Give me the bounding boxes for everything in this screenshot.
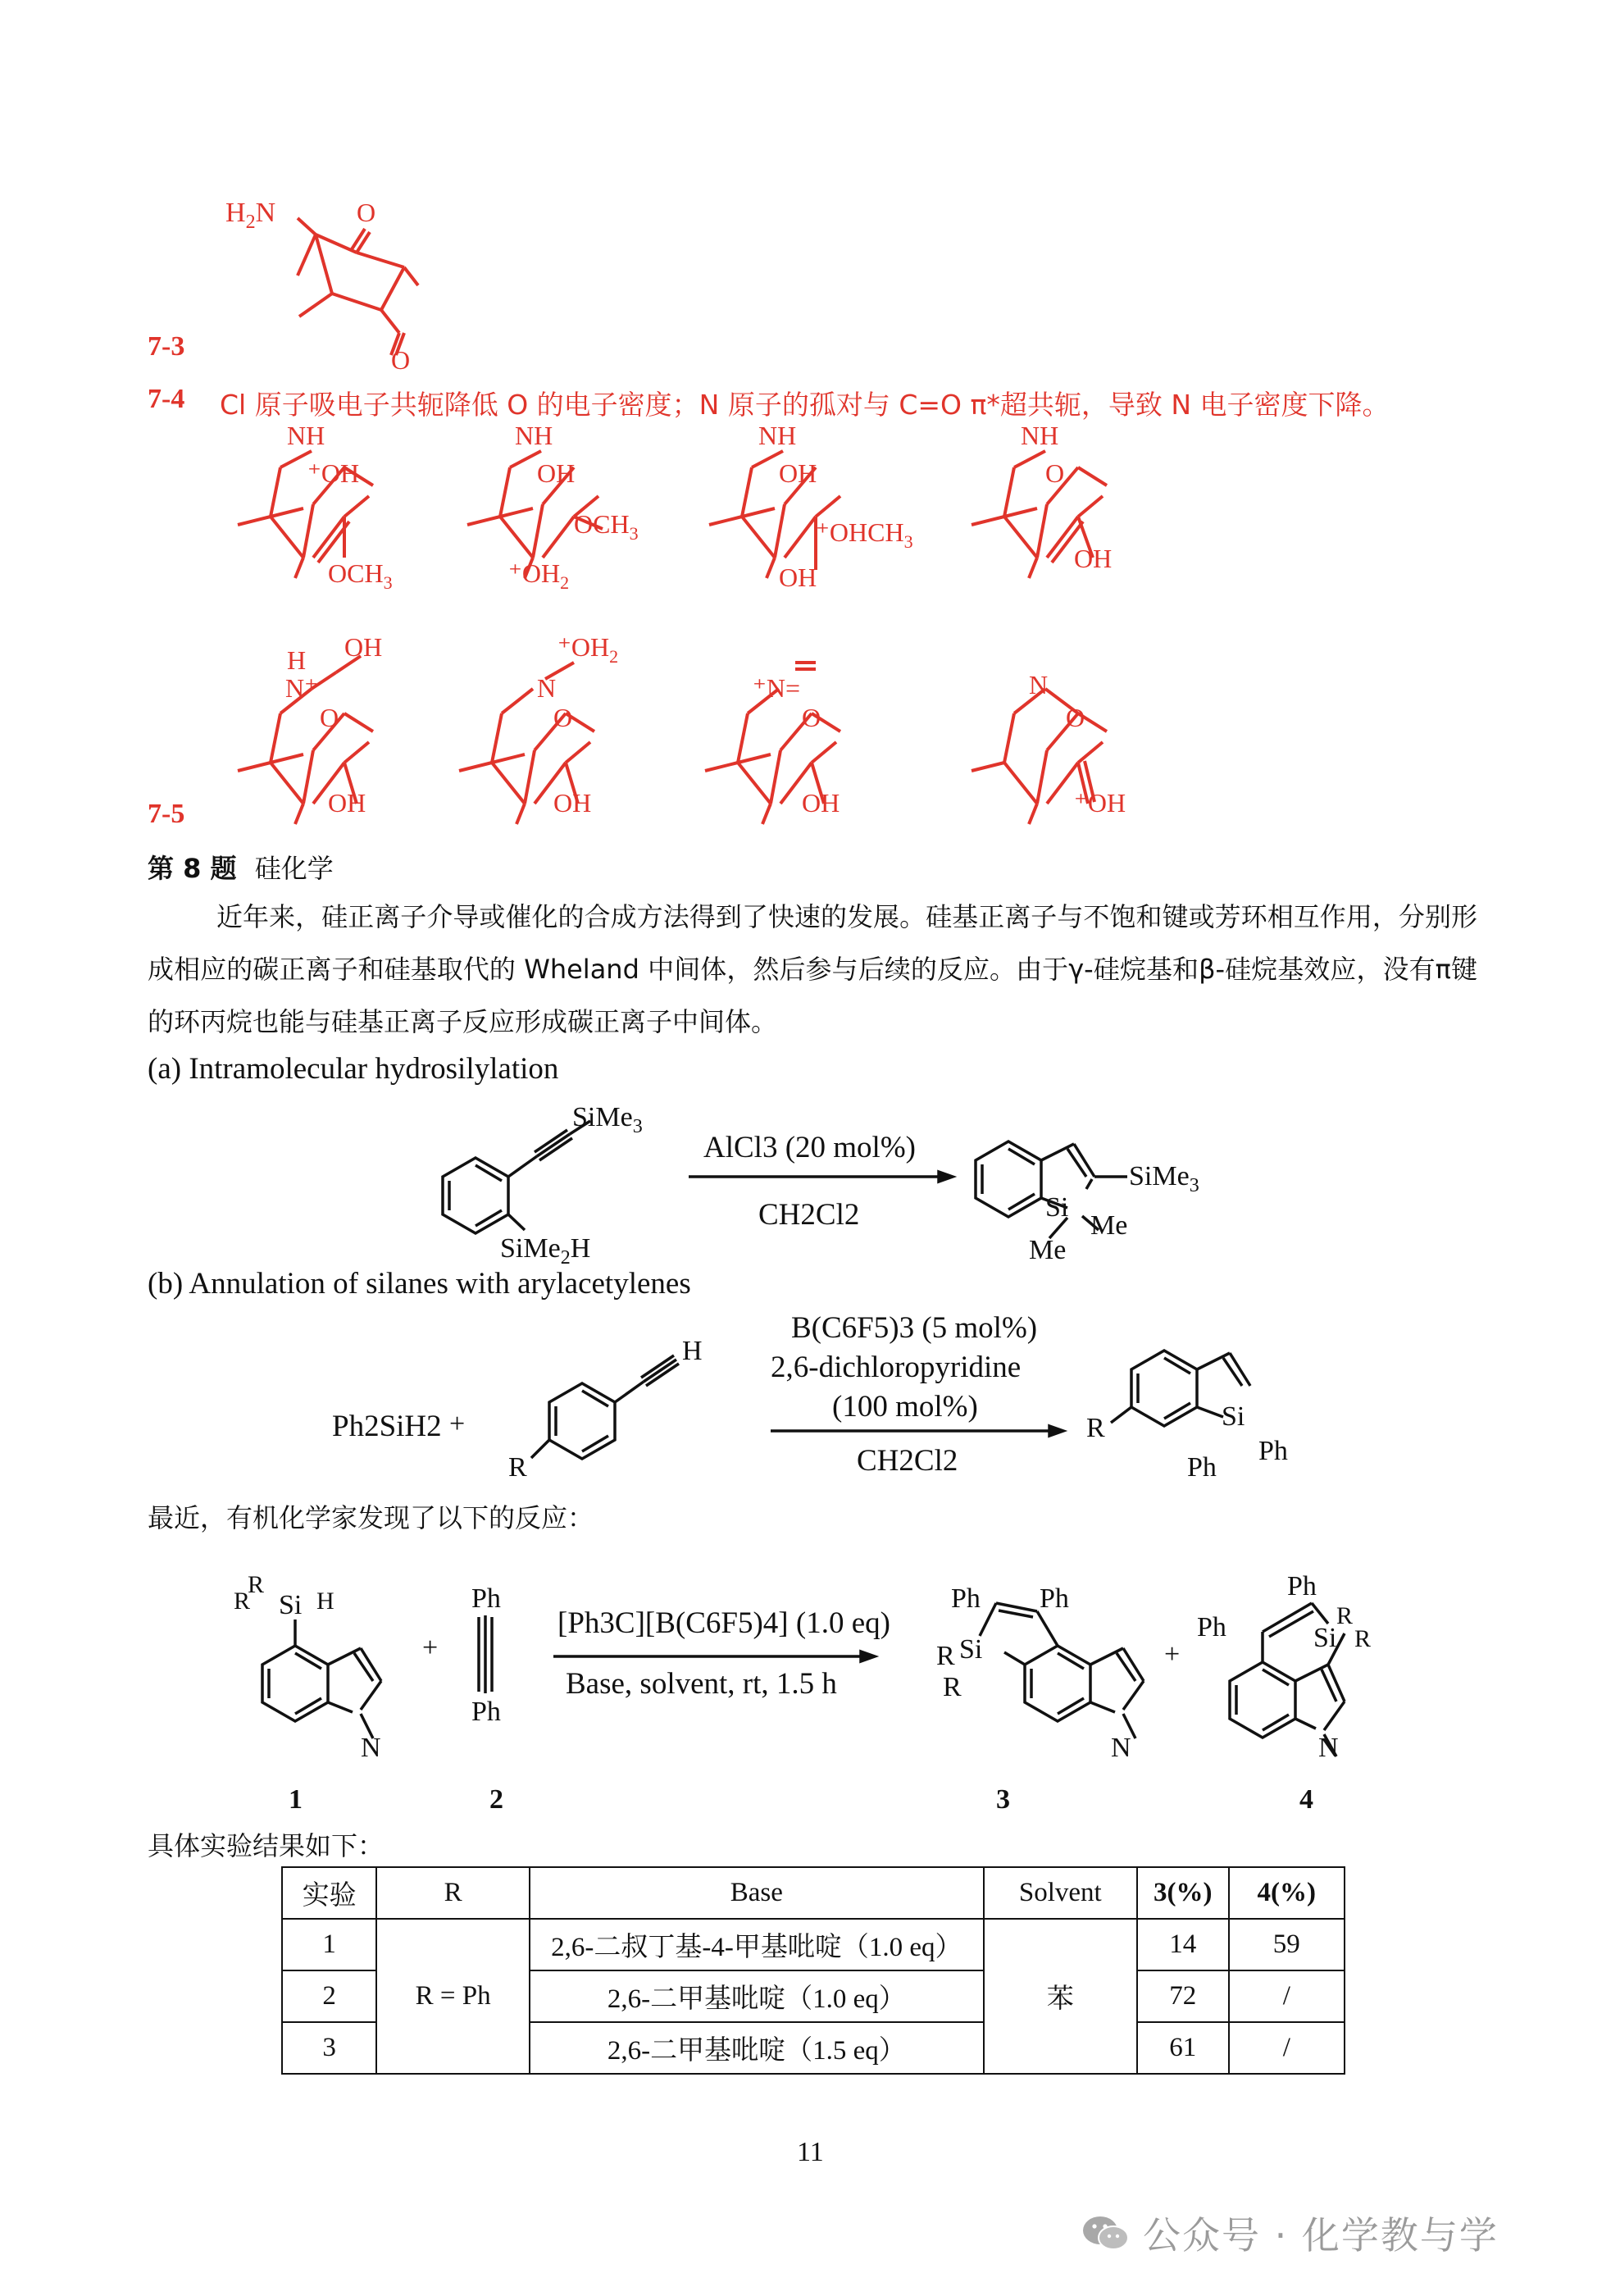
cell-yield-3: 72 [1137,1970,1229,2022]
part-a-heading: (a) Intramolecular hydrosilylation [148,1052,559,1086]
watermark-text: 公众号 · 化学教与学 [1143,2213,1499,2257]
header-solvent: Solvent [984,1867,1137,1919]
svg-text:Si: Si [959,1634,983,1665]
cell-base: 2,6-二甲基吡啶（1.0 eq） [530,1970,984,2022]
cell-yield-4: 59 [1229,1919,1345,1970]
cell-yield-4: / [1229,1970,1345,2022]
svg-text:Ph: Ph [951,1583,981,1614]
svg-text:R: R [936,1641,955,1671]
svg-text:Me: Me [1029,1235,1067,1265]
svg-text:R: R [248,1571,265,1598]
scheme-b-condition-1: B(C6F5)3 (5 mol%) [791,1311,1038,1345]
svg-text:R: R [1336,1602,1354,1629]
svg-text:O: O [553,703,573,732]
svg-text:H: H [287,645,307,675]
svg-text:N: N [537,673,557,703]
svg-text:O: O [1066,703,1085,732]
svg-text:O: O [320,703,339,732]
plus-sign: + [449,1409,466,1439]
svg-text:⁺OHCH3: $^+OHCH_3$ [816,517,913,552]
results-table [281,1866,1345,2075]
svg-text:Si: Si [1313,1623,1337,1653]
svg-text:Ph: Ph [1287,1571,1317,1601]
svg-text:Ph: Ph [1187,1452,1217,1483]
svg-text:OCH3: $OCH_3$ [574,509,639,544]
scheme-a-condition-bottom: CH2Cl2 [758,1198,860,1232]
svg-text:OH: OH [779,563,817,592]
svg-text:⁺OH2: $^+OH_2$ [557,632,619,667]
cell-exp: 2 [282,1970,376,2022]
svg-text:H: H [682,1336,703,1366]
scheme-a [394,1086,1263,1275]
table-row [282,1919,1345,1970]
svg-text:H2N: $H_2N$ [225,198,276,233]
svg-text:NH: NH [287,421,325,450]
structure-7-3 [209,187,455,375]
svg-text:Si: Si [1222,1401,1245,1432]
cell-solvent: 苯 [984,1919,1137,2074]
cell-exp: 1 [282,1919,376,1970]
svg-text:NH: NH [758,421,797,450]
header-r: R [376,1867,530,1919]
header-yield-4: 4(%) [1229,1867,1345,1919]
svg-text:Me: Me [1090,1210,1128,1241]
scheme-b-condition-bottom: CH2Cl2 [857,1444,958,1478]
section-heading [148,848,334,886]
page-number: 11 [797,2137,824,2167]
svg-text:⁺OH2: $^+OH_2$ [508,558,570,593]
svg-text:N: N [1029,670,1049,699]
scheme-a-condition-top: AlCl3 (20 mol%) [703,1131,916,1164]
intro-paragraph: 近年来，硅正离子介导或催化的合成方法得到了快速的发展。硅基正离子与不饱和键或芳环相互作用，分别形成相应的碳正离子和硅基取代的 Wheland 中间体，然后参与后续的反应。由于γ-硅烷基和β-硅烷基效应，没有π键的环丙烷也能与硅基正离子反应形成碳正离子中间体。 [148,901,1477,1037]
resonance-structures-7-4 [205,418,1156,607]
structures-7-5 [205,631,1156,828]
part-b-heading: (b) Annulation of silanes with arylacetylenes [148,1267,691,1301]
svg-text:⁺OH: ⁺OH [307,458,360,488]
table-header-row [282,1867,1345,1919]
answer-label-7-5: 7-5 [148,799,185,829]
svg-text:Ph: Ph [1040,1583,1069,1614]
cell-yield-3: 61 [1137,2022,1229,2074]
results-intro: 具体实验结果如下： [148,1830,385,1861]
svg-text:OH: OH [344,632,383,662]
svg-text:SiMe2H: SiMe$_2$H [500,1233,591,1269]
scheme-b-condition-2: 2,6-dichloropyridine [771,1351,1022,1384]
svg-text:OH: OH [328,788,366,818]
header-base: Base [530,1867,984,1919]
cell-exp: 3 [282,2022,376,2074]
svg-text:R: R [943,1672,962,1702]
wechat-icon [1081,2212,1131,2253]
cell-yield-4: / [1229,2022,1345,2074]
answer-label-7-3: 7-3 [148,331,185,362]
svg-text:R: R [1354,1625,1372,1652]
svg-text:N⁺: N⁺ [285,673,318,703]
svg-text:OH: OH [537,458,576,488]
recent-reaction-text: 最近，有机化学家发现了以下的反应： [148,1502,594,1533]
scheme-c-condition-bottom: Base, solvent, rt, 1.5 h [566,1667,837,1701]
svg-text:N: N [1111,1733,1131,1763]
compound-label-2: 2 [489,1784,503,1815]
section-title: 硅化学 [254,853,334,884]
compound-label-4: 4 [1299,1784,1313,1815]
scheme-b-reagent: Ph2SiH2 [332,1410,442,1443]
svg-text:O: O [391,345,411,375]
compound-label-1: 1 [289,1784,303,1815]
svg-text:R: R [508,1452,527,1483]
answer-text-7-4: Cl 原子吸电子共轭降低 O 的电子密度；N 原子的孤对与 C=O π*超共轭，导致 N 电子密度下降。 [220,389,1390,421]
svg-text:Si: Si [1045,1192,1069,1223]
compound-label-3: 3 [996,1784,1010,1815]
svg-text:O: O [802,703,821,732]
svg-text:⁺N=: ⁺N= [753,673,801,703]
scheme-c-condition-top: [Ph3C][B(C6F5)4] (1.0 eq) [557,1606,890,1640]
svg-text:OH: OH [553,788,592,818]
svg-text:OH: OH [802,788,840,818]
svg-text:OH: OH [779,458,817,488]
svg-text:N: N [1318,1733,1339,1763]
svg-text:N: N [361,1733,381,1763]
svg-text:R: R [1086,1413,1105,1443]
section-number: 第 8 题 [148,853,237,884]
svg-text:NH: NH [1021,421,1059,450]
svg-text:⁺OH: ⁺OH [1074,788,1126,818]
svg-text:Ph: Ph [1197,1612,1226,1642]
answer-label-7-4: 7-4 [148,384,185,414]
svg-text:OCH3: $OCH_3$ [328,558,393,593]
svg-text:O: O [357,198,376,227]
svg-text:Ph: Ph [471,1583,501,1614]
svg-text:R: R [234,1588,251,1615]
svg-text:O: O [1045,458,1065,488]
svg-text:H: H [316,1588,334,1615]
header-exp: 实验 [282,1867,376,1919]
svg-text:OH: OH [1074,544,1113,573]
svg-text:SiMe3: SiMe$_3$ [1129,1161,1199,1196]
svg-text:NH: NH [515,421,553,450]
svg-text:SiMe3: SiMe$_3$ [572,1102,643,1137]
cell-yield-3: 14 [1137,1919,1229,1970]
svg-text:Ph: Ph [1258,1436,1288,1466]
cell-base: 2,6-二叔丁基-4-甲基吡啶（1.0 eq） [530,1919,984,1970]
svg-text:Si: Si [279,1590,303,1620]
cell-base: 2,6-二甲基吡啶（1.5 eq） [530,2022,984,2074]
svg-text:Ph: Ph [471,1697,501,1727]
watermark [1081,2206,1499,2260]
scheme-b-condition-3: (100 mol%) [832,1390,978,1424]
svg-text:+: + [422,1633,439,1663]
header-yield-3: 3(%) [1137,1867,1229,1919]
cell-r: R = Ph [376,1919,530,2074]
svg-text:+: + [1164,1639,1181,1670]
